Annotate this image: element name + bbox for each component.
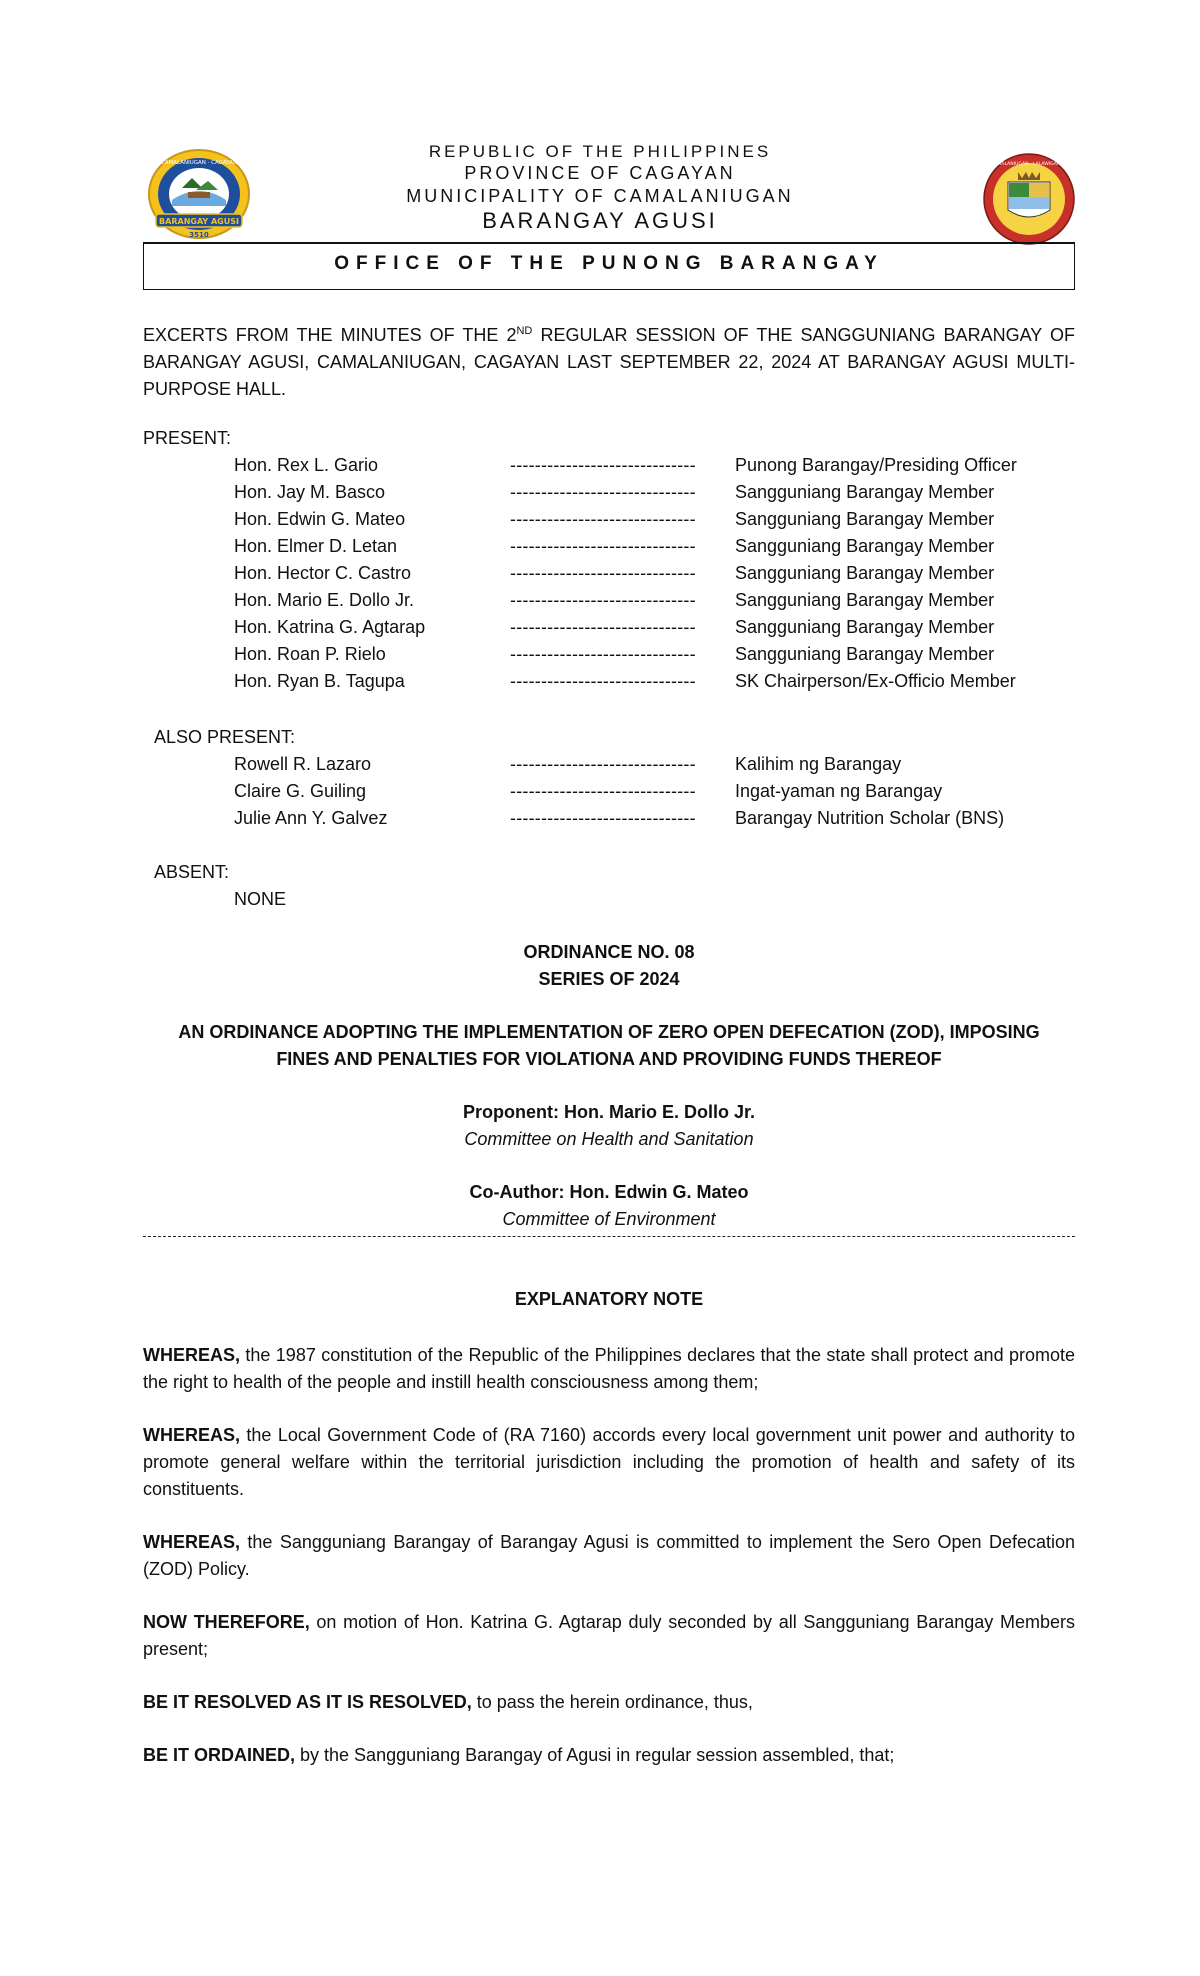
dash-leader: ------------------------------ [510,808,696,828]
right-logo-ring-text: BAYAN NG CAMALANIUGAN · LALAWIGAN NG CAGAYAN [966,162,1092,167]
dash-leader: ------------------------------ [510,455,696,475]
attendee-role: SK Chairperson/Ex-Officio Member [735,671,1016,691]
paragraph-text: to pass the herein ordinance, thus, [471,1692,753,1712]
header-province: PROVINCE OF CAGAYAN [464,163,736,183]
explanatory-note-heading: EXPLANATORY NOTE [514,1289,704,1309]
present-row [0,671,1200,698]
paragraph-text: by the Sangguniang Barangay of Agusi in regular session assembled, that; [295,1745,895,1765]
present-row [0,509,1200,536]
paragraph-lead: BE IT ORDAINED, [143,1745,296,1765]
minutes-intro [143,318,1075,403]
attendee-role: Ingat-yaman ng Barangay [735,781,943,801]
present-label: PRESENT: [143,428,232,448]
present-row [0,482,1200,509]
whereas-paragraph-2 [143,1422,1075,1503]
also-present-row [0,754,1200,781]
present-row [0,644,1200,671]
attendee-name: Hon. Hector C. Castro [234,563,412,583]
dash-leader: ------------------------------ [510,671,696,691]
attendee-name: Hon. Rex L. Gario [234,455,379,475]
attendee-name: Hon. Jay M. Basco [234,482,386,502]
attendee-role: Barangay Nutrition Scholar (BNS) [735,808,1005,828]
resolved-paragraph [143,1689,1075,1716]
paragraph-text: on motion of Hon. Katrina G. Agtarap duly seconded by all Sangguniang Barangay Members present; [143,1612,1075,1659]
office-title: OFFICE OF THE PUNONG BARANGAY [334,253,884,274]
attendee-name: Julie Ann Y. Galvez [234,808,388,828]
attendee-role: Sangguniang Barangay Member [735,509,995,529]
intro-part2: REGULAR SESSION OF THE SANGGUNIANG BARANGAY OF BARANGAY AGUSI, CAMALANIUGAN, CAGAYAN LAST SEPTEMBER 22, 2024 AT BARANGAY AGUSI MULTI-PURPOSE HALL. [143,325,1075,399]
attendee-role: Sangguniang Barangay Member [735,590,995,610]
attendee-name: Hon. Edwin G. Mateo [234,509,406,529]
header-barangay: BARANGAY AGUSI [482,208,718,233]
now-therefore-paragraph [143,1609,1075,1663]
also-present-row [0,781,1200,808]
also-present-label: ALSO PRESENT: [154,727,296,747]
attendee-name: Hon. Katrina G. Agtarap [234,617,426,637]
left-logo-code: 3510 [189,231,209,239]
absent-label: ABSENT: [154,862,230,882]
attendee-role: Sangguniang Barangay Member [735,644,995,664]
attendee-role: Punong Barangay/Presiding Officer [735,455,1017,475]
header-municipality: MUNICIPALITY OF CAMALANIUGAN [406,186,794,206]
dash-leader: ------------------------------ [510,590,696,610]
dashed-separator [143,1236,1075,1237]
dash-leader: ------------------------------ [510,617,696,637]
paragraph-text: the 1987 constitution of the Republic of the Philippines declares that the state shall protect and promote the right to health of the people and instill health consciousness among them; [143,1345,1075,1392]
attendee-role: Sangguniang Barangay Member [735,563,995,583]
left-logo-ring-text: CAMALANIUGAN · CAGAYAN [160,160,238,166]
coauthor: Co-Author: Hon. Edwin G. Mateo [469,1182,749,1202]
also-present-row [0,808,1200,835]
present-row [0,536,1200,563]
attendee-name: Hon. Mario E. Dollo Jr. [234,590,415,610]
present-row [0,590,1200,617]
attendee-role: Sangguniang Barangay Member [735,536,995,556]
coauthor-committee: Committee of Environment [502,1209,716,1229]
dash-leader: ------------------------------ [510,754,696,774]
dash-leader: ------------------------------ [510,563,696,583]
present-row [0,455,1200,482]
present-row [0,617,1200,644]
ordinance-number: ORDINANCE NO. 08 [523,942,695,962]
proponent: Proponent: Hon. Mario E. Dollo Jr. [462,1102,755,1122]
intro-part1: EXCERTS FROM THE MINUTES OF THE 2 [143,325,517,345]
attendee-name: Rowell R. Lazaro [234,754,372,774]
attendee-role: Kalihim ng Barangay [735,754,902,774]
paragraph-lead: BE IT RESOLVED AS IT IS RESOLVED, [143,1692,472,1712]
attendee-role: Sangguniang Barangay Member [735,617,995,637]
header-republic: REPUBLIC OF THE PHILIPPINES [428,142,772,161]
attendee-name: Claire G. Guiling [234,781,367,801]
whereas-paragraph-1 [143,1342,1075,1396]
ordinance-series: SERIES OF 2024 [538,969,680,989]
dash-leader: ------------------------------ [510,644,696,664]
paragraph-text: the Local Government Code of (RA 7160) accords every local government unit power and authority to promote general welfare within the territorial jurisdiction including the promotion of health and safety of its constituents. [143,1425,1075,1499]
absent-value: NONE [234,889,287,909]
present-row [0,563,1200,590]
paragraph-lead: NOW THEREFORE, [143,1612,310,1632]
ordinance-title-line1: AN ORDINANCE ADOPTING THE IMPLEMENTATION OF ZERO OPEN DEFECATION (ZOD), IMPOSING [178,1022,1040,1042]
paragraph-lead: WHEREAS, [143,1425,241,1445]
ordained-paragraph [143,1742,1075,1769]
dash-leader: ------------------------------ [510,536,696,556]
attendee-role: Sangguniang Barangay Member [735,482,995,502]
paragraph-lead: WHEREAS, [143,1345,241,1365]
office-title-box [143,242,1075,290]
attendee-name: Hon. Roan P. Rielo [234,644,386,664]
dash-leader: ------------------------------ [510,482,696,502]
attendee-name: Hon. Ryan B. Tagupa [234,671,405,691]
dash-leader: ------------------------------ [510,509,696,529]
intro-superscript: ND [516,325,533,337]
paragraph-text: the Sangguniang Barangay of Barangay Agusi is committed to implement the Sero Open Defecation (ZOD) Policy. [143,1532,1075,1579]
attendee-name: Hon. Elmer D. Letan [234,536,398,556]
dash-leader: ------------------------------ [510,781,696,801]
proponent-committee: Committee on Health and Sanitation [464,1129,754,1149]
paragraph-lead: WHEREAS, [143,1532,241,1552]
whereas-paragraph-3 [143,1529,1075,1583]
ordinance-title-line2: FINES AND PENALTIES FOR VIOLATIONA AND PROVIDING FUNDS THEREOF [276,1049,942,1069]
left-logo-banner: BARANGAY AGUSI [159,217,239,226]
